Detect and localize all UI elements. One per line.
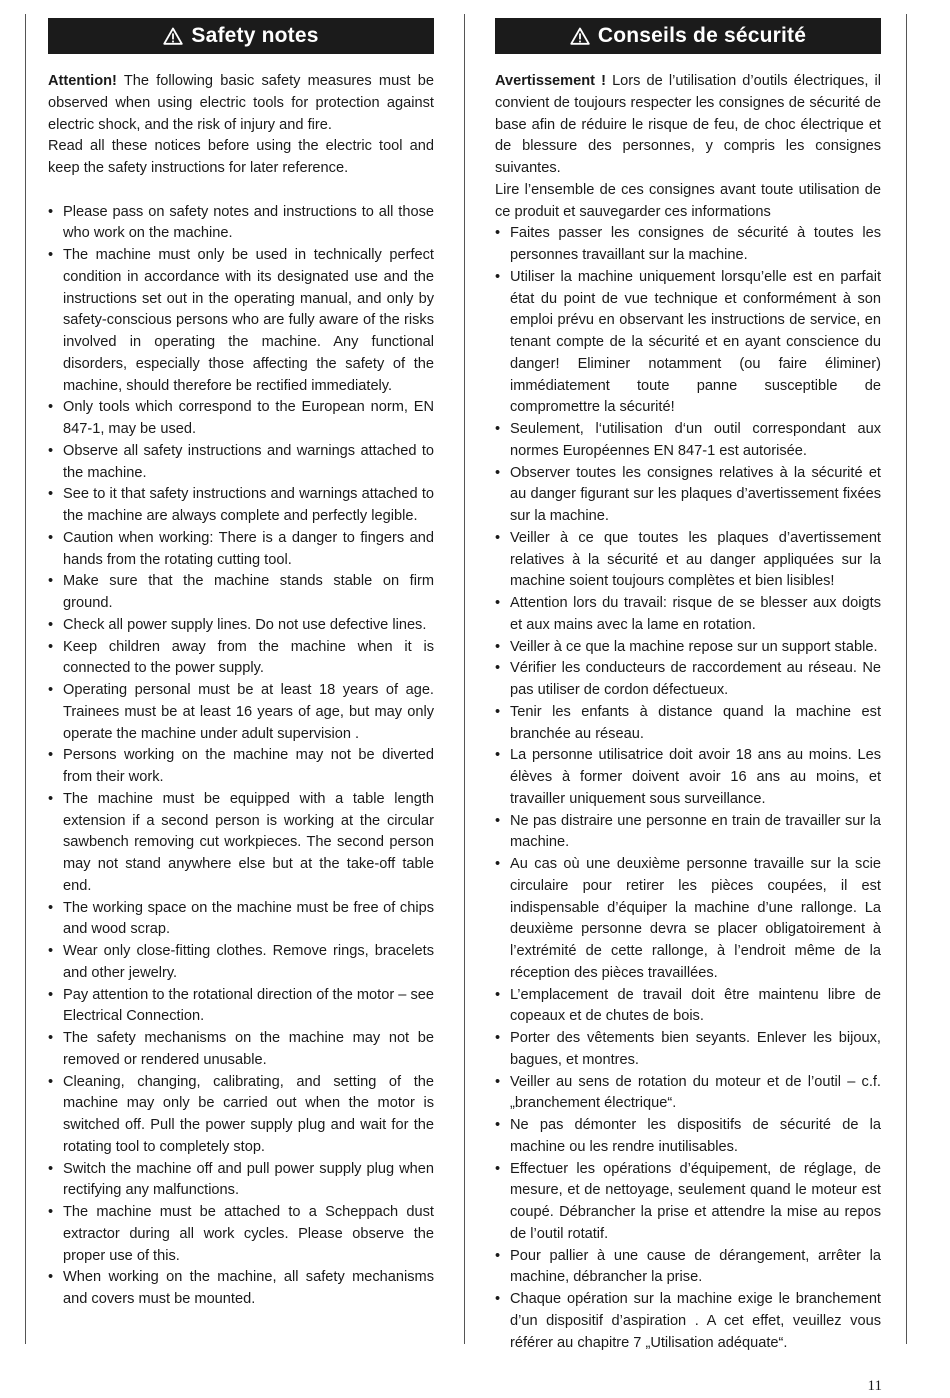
bullet-glyph: • bbox=[495, 595, 501, 611]
list-item-text: Tenir les enfants à distance quand la machine est branchée au réseau. bbox=[510, 703, 881, 742]
bullet-glyph: • bbox=[48, 899, 54, 916]
french-section-title: Conseils de sécurité bbox=[597, 24, 807, 47]
list-item bbox=[48, 637, 434, 681]
list-item bbox=[495, 1159, 881, 1246]
list-item-text: Make sure that the machine stands stable on firm ground. bbox=[63, 573, 434, 611]
list-item bbox=[48, 985, 434, 1029]
list-item-text: Attention lors du travail: risque de se blesser aux doigts et aux mains avec la lame en rotation. bbox=[510, 595, 881, 633]
list-item-text: When working on the machine, all safety mechanisms and covers must be mounted. bbox=[63, 1269, 434, 1307]
list-item bbox=[48, 1028, 434, 1072]
bullet-glyph: • bbox=[48, 442, 54, 459]
list-item bbox=[48, 680, 434, 745]
list-item-text: Keep children away from the machine when it is connected to the power supply. bbox=[63, 638, 434, 677]
list-item-text: Switch the machine off and pull power supply plug when rectifying any malfunctions. bbox=[63, 1160, 434, 1199]
french-intro bbox=[495, 71, 881, 223]
bullet-glyph: • bbox=[48, 1160, 54, 1177]
list-item bbox=[495, 702, 881, 746]
right-margin-rule bbox=[906, 14, 907, 1344]
list-item-text: Pour pallier à une cause de dérangement, arrêter la machine, débrancher la prise. bbox=[510, 1247, 881, 1286]
bullet-glyph: • bbox=[48, 790, 54, 807]
french-section-header bbox=[495, 18, 881, 54]
bullet-glyph: • bbox=[48, 203, 54, 220]
list-item bbox=[48, 1267, 434, 1311]
bullet-glyph: • bbox=[495, 703, 501, 720]
bullet-glyph: • bbox=[495, 421, 501, 437]
bullet-glyph: • bbox=[495, 747, 501, 764]
list-item-text: Wear only close-fitting clothes. Remove rings, bracelets and other jewelry. bbox=[63, 943, 434, 981]
list-item bbox=[495, 637, 881, 659]
list-item bbox=[48, 1159, 434, 1203]
bullet-glyph: • bbox=[48, 638, 54, 655]
list-item-text: The working space on the machine must be free of chips and wood scrap. bbox=[63, 899, 434, 938]
list-item bbox=[495, 223, 881, 267]
list-item-text: Vérifier les conducteurs de raccordement au réseau. Ne pas utiliser de cordon défectueux. bbox=[510, 660, 881, 698]
list-item bbox=[48, 745, 434, 789]
english-intro-text: The following basic safety measures must be observed when using electric tools for protection against electric shock, and the risk of injury and fire. bbox=[48, 73, 434, 133]
english-safety-list bbox=[48, 202, 434, 1311]
bullet-glyph: • bbox=[495, 660, 501, 677]
bullet-glyph: • bbox=[48, 399, 54, 416]
list-item-text: The machine must be attached to a Scheppach dust extractor during all work cycles. Please observe the proper use of this. bbox=[63, 1204, 434, 1264]
list-item-text: The safety mechanisms on the machine may not be removed or rendered unusable. bbox=[63, 1030, 434, 1068]
left-margin-rule bbox=[25, 14, 26, 1344]
list-item bbox=[48, 245, 434, 397]
list-item bbox=[48, 941, 434, 985]
english-section-title: Safety notes bbox=[191, 24, 319, 47]
french-safety-list bbox=[495, 223, 881, 1354]
bullet-glyph: • bbox=[495, 1247, 501, 1264]
bullet-glyph: • bbox=[48, 986, 54, 1003]
list-item-text: Caution when working: There is a danger to fingers and hands from the rotating cutting tool. bbox=[63, 529, 434, 568]
list-item-text: Ne pas distraire une personne en train de travailler sur la machine. bbox=[510, 812, 881, 851]
bullet-glyph: • bbox=[48, 573, 54, 590]
list-item-text: Seulement, l‘utilisation d‘un outil correspondant aux normes Européennes EN 847-1 est autorisée. bbox=[510, 421, 881, 459]
list-item-text: Porter des vêtements bien seyants. Enlever les bijoux, bagues, et montres. bbox=[510, 1030, 881, 1068]
list-item-text: Observe all safety instructions and warnings attached to the machine. bbox=[63, 442, 434, 481]
list-item bbox=[495, 1115, 881, 1159]
list-item bbox=[48, 484, 434, 528]
list-item bbox=[48, 397, 434, 441]
english-intro-paragraph bbox=[48, 71, 434, 136]
list-item-text: Effectuer les opérations d’équipement, de réglage, de mesure, et de nettoyage, seulement quand le moteur est coupé. Débrancher la prise et attendre la mise au repos de l’outil rotatif. bbox=[510, 1160, 881, 1242]
list-item-text: Operating personal must be at least 18 years of age. Trainees must be at least 16 years of age, but may only operate the machine under adult supervision . bbox=[63, 682, 434, 742]
list-item-text: Please pass on safety notes and instructions to all those who work on the machine. bbox=[63, 203, 434, 242]
list-item-text: La personne utilisatrice doit avoir 18 ans au moins. Les élèves à former doivent avoir 16 ans au moins, et travailler uniquement sous surveillance. bbox=[510, 747, 881, 807]
bullet-glyph: • bbox=[48, 247, 54, 263]
list-item bbox=[495, 1028, 881, 1072]
bullet-glyph: • bbox=[495, 638, 501, 655]
list-item bbox=[495, 658, 881, 702]
list-item bbox=[495, 811, 881, 855]
list-item bbox=[495, 267, 881, 419]
page-number: 11 bbox=[867, 1378, 882, 1394]
english-intro-second: Read all these notices before using the electric tool and keep the safety instructions for later reference. bbox=[48, 138, 434, 176]
list-item-text: Utiliser la machine uniquement lorsqu’elle est en parfait état du point de vue technique et conformément à son emploi prévu en observant les instructions de service, en tenant compte de la sécurité et en ayant conscience du danger! Eliminer notamment (ou faire éliminer) immédiatement toute panne susceptible de compromettre la sécurité! bbox=[510, 268, 881, 416]
french-intro-second: Lire l’ensemble de ces consignes avant toute utilisation de ce produit et sauvegarder ces informations bbox=[495, 181, 881, 220]
french-intro-paragraph bbox=[495, 71, 881, 180]
list-item-text: Veiller à ce que la machine repose sur un support stable. bbox=[510, 638, 878, 655]
list-item bbox=[495, 1246, 881, 1290]
list-item-text: The machine must only be used in technically perfect condition in accordance with its designated use and the instructions set out in the operating manual, and only by safety-conscious persons who are fully aware of the risks involved in operating the machine. Any functional disorders, especially those affecting the safety of the machine, should therefore be rectified immediately. bbox=[63, 247, 434, 394]
bullet-glyph: • bbox=[48, 486, 54, 503]
bullet-glyph: • bbox=[48, 1073, 54, 1090]
list-item bbox=[495, 985, 881, 1029]
list-item bbox=[48, 898, 434, 942]
list-item-text: Veiller à ce que toutes les plaques d’avertissement relatives à la sécurité et au danger appliquées sur la machine soient toujours complètes et bien lisibles! bbox=[510, 529, 881, 590]
list-item bbox=[48, 571, 434, 615]
list-item bbox=[495, 1072, 881, 1116]
bullet-glyph: • bbox=[495, 1030, 501, 1046]
list-item bbox=[48, 615, 434, 637]
list-item bbox=[495, 528, 881, 593]
list-item bbox=[48, 1072, 434, 1159]
french-avertissement-label: Avertissement ! bbox=[495, 73, 606, 89]
bullet-glyph: • bbox=[495, 529, 501, 546]
warning-triangle-icon bbox=[163, 27, 183, 45]
bullet-glyph: • bbox=[495, 1160, 501, 1177]
bullet-glyph: • bbox=[495, 1291, 501, 1307]
column-divider-rule bbox=[464, 14, 465, 1344]
bullet-glyph: • bbox=[48, 943, 54, 959]
list-item-text: Au cas où une deuxième personne travaille sur la scie circulaire pour retirer les pièces coupées, il est indispensable d’équiper la machine d’une rallonge. La deuxième personne devra se placer obligatoirement à l’extrémité de cette rallonge, à l’endroit même de la réception des pièces travaillées. bbox=[510, 856, 881, 981]
list-item bbox=[495, 593, 881, 637]
bullet-glyph: • bbox=[48, 616, 54, 633]
list-item bbox=[48, 441, 434, 485]
bullet-glyph: • bbox=[48, 682, 54, 698]
list-item bbox=[48, 789, 434, 898]
bullet-glyph: • bbox=[48, 529, 54, 546]
list-item-text: Chaque opération sur la machine exige le branchement d’un dispositif d’aspiration . A cet effet, veuillez vous référer au chapitre 7 „Utilisation adéquate“. bbox=[510, 1291, 881, 1351]
list-item-text: Pay attention to the rotational direction of the motor – see Electrical Connection. bbox=[63, 986, 434, 1025]
english-intro bbox=[48, 71, 434, 180]
bullet-glyph: • bbox=[495, 986, 501, 1003]
list-item bbox=[48, 528, 434, 572]
list-item-text: Only tools which correspond to the European norm, EN 847-1, may be used. bbox=[63, 399, 434, 437]
list-item-text: Ne pas démonter les dispositifs de sécurité de la machine ou les rendre inutilisables. bbox=[510, 1117, 881, 1155]
french-intro-text: Lors de l’utilisation d’outils électriques, il convient de toujours respecter les consignes de sécurité de base afin de réduire le risque de feu, de choc électrique et de blessure des personnes, y compris les consignes suivantes. bbox=[495, 73, 881, 176]
list-item-text: Observer toutes les consignes relatives à la sécurité et au danger figurant sur les plaques d’avertissement fixées sur la machine. bbox=[510, 464, 881, 524]
list-item-text: See to it that safety instructions and warnings attached to the machine are always complete and perfectly legible. bbox=[63, 486, 434, 524]
bullet-glyph: • bbox=[48, 1269, 54, 1286]
bullet-glyph: • bbox=[48, 747, 54, 764]
list-item bbox=[495, 419, 881, 463]
bullet-glyph: • bbox=[495, 225, 501, 242]
list-item bbox=[48, 202, 434, 246]
list-item-text: Cleaning, changing, calibrating, and setting of the machine may only be carried out when the motor is switched off. Pull the power supply plug and wait for the rotating tool to completely stop. bbox=[63, 1073, 434, 1155]
list-item bbox=[48, 1202, 434, 1267]
list-item-text: L’emplacement de travail doit être maintenu libre de copeaux et de chutes de bois. bbox=[510, 986, 881, 1025]
bullet-glyph: • bbox=[495, 856, 501, 872]
bullet-glyph: • bbox=[495, 1073, 501, 1090]
list-item-text: The machine must be equipped with a table length extension if a second person is working at the circular sawbench removing cut workpieces. The second person may not stand anywhere else but at the take-off table end. bbox=[63, 790, 434, 894]
english-attention-label: Attention! bbox=[48, 73, 117, 89]
list-item bbox=[495, 463, 881, 528]
list-item bbox=[495, 745, 881, 810]
list-item bbox=[495, 1289, 881, 1354]
list-item-text: Persons working on the machine may not be diverted from their work. bbox=[63, 747, 434, 785]
list-item bbox=[495, 854, 881, 985]
english-column bbox=[48, 18, 434, 1311]
list-item-text: Veiller au sens de rotation du moteur et de l’outil – c.f. „branchement électrique“. bbox=[510, 1073, 881, 1112]
warning-triangle-icon bbox=[570, 27, 590, 45]
bullet-glyph: • bbox=[495, 464, 501, 481]
bullet-glyph: • bbox=[495, 812, 501, 829]
bullet-glyph: • bbox=[48, 1204, 54, 1220]
bullet-glyph: • bbox=[495, 268, 501, 285]
bullet-glyph: • bbox=[495, 1117, 501, 1133]
list-item-text: Faites passer les consignes de sécurité à toutes les personnes travaillant sur la machine. bbox=[510, 225, 881, 263]
list-item-text: Check all power supply lines. Do not use defective lines. bbox=[63, 616, 427, 633]
bullet-glyph: • bbox=[48, 1030, 54, 1046]
french-column bbox=[495, 18, 881, 1354]
english-section-header bbox=[48, 18, 434, 54]
